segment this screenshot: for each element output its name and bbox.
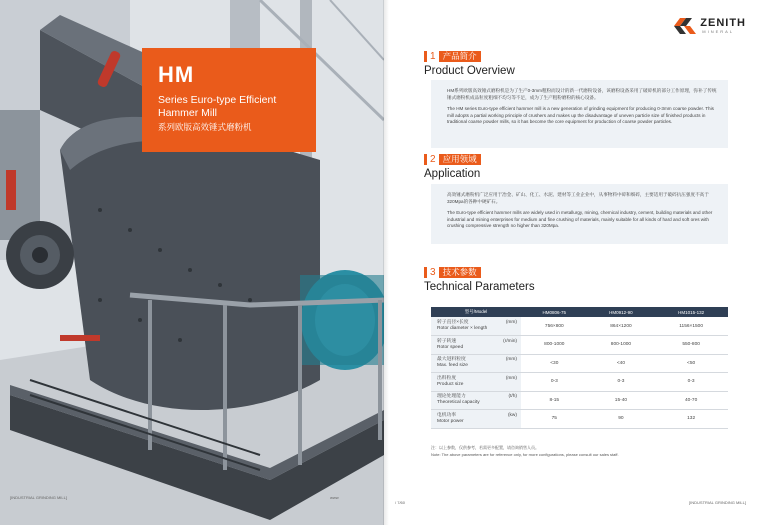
table-note [431, 444, 731, 458]
table-cell: 0-3 [654, 373, 728, 392]
row-unit: (mm) [505, 320, 517, 325]
table-row [431, 317, 728, 336]
table-row-label [431, 354, 521, 373]
section-title-cn: 技术参数 [439, 267, 481, 278]
row-label-cn: 电机功率 [437, 412, 457, 418]
section-number: 2 [430, 153, 436, 165]
section-number: 1 [430, 50, 436, 62]
table-row-label [431, 336, 521, 355]
row-unit: (t/h) [508, 394, 517, 400]
hero-banner [142, 48, 316, 152]
right-page [389, 0, 768, 525]
row-label-en: Rotor diameter × length [437, 326, 488, 331]
table-cell: <40 [588, 354, 655, 373]
row-label-cn: 转子直径×长度 [437, 320, 469, 325]
table-cell: 550-800 [654, 336, 728, 355]
hero-subtitle-line1: Series Euro-type Efficient [158, 94, 277, 106]
logo-name: ZENITH [700, 17, 746, 29]
application-text-cn: 高效锤式磨粉机广泛应用于冶金、矿山、化工、水泥、建材等工业企业中，从事物料中碎和细碎，主要适用于破碎抗压强度不高于320Mpa的各种中硬矿石。 [447, 192, 709, 204]
section-title-cn: 产品简介 [439, 51, 481, 62]
table-row [431, 354, 728, 373]
hero-title: HM [158, 62, 195, 87]
section-title-en: Technical Parameters [424, 281, 535, 293]
table-header-cell: 型号/Model [431, 307, 521, 317]
table-cell: 90 [588, 410, 655, 429]
table-cell: <50 [654, 354, 728, 373]
table-header-cell: HM0912-90 [588, 307, 655, 317]
section-overview-heading [424, 50, 515, 77]
table-cell: 800-1000 [588, 336, 655, 355]
section-number: 3 [430, 266, 436, 278]
table-row-label [431, 410, 521, 429]
row-unit: (kw) [507, 412, 517, 418]
section-marker [424, 51, 427, 62]
zenith-logo-icon [674, 18, 696, 34]
row-label-cn: 理论处理能力 [437, 394, 466, 400]
table-row-label [431, 373, 521, 392]
note-cn: 注：以上参数，仅供参考，若需更多配置，请咨询销售人员。 [431, 445, 539, 450]
table-cell: <30 [521, 354, 588, 373]
table-cell: 75 [521, 410, 588, 429]
section-title-en: Product Overview [424, 65, 515, 77]
spec-table [431, 307, 728, 429]
section-application-heading [424, 153, 481, 180]
row-label-en: Max. feed size [437, 363, 468, 369]
table-cell: 0-3 [521, 373, 588, 392]
table-header-cell: HM0806-75 [521, 307, 588, 317]
right-footer-text: [INDUSTRIAL GRINDING MILL] [689, 500, 746, 505]
row-label-en: Theoretical capacity [437, 400, 480, 406]
overview-panel [431, 80, 728, 148]
table-cell: 864×1200 [588, 317, 655, 336]
overview-text-cn: HM系列欧版高效锤式磨粉机是为了生产0-3mm粗粉而设计的新一代磨粉设备，该磨粉设备采用了破碎机的部分工作原理，弥补了传统锤式磨粉机成品粒度粗细不均匀等不足，成为了生产粗粉磨粉的核心设备。 [447, 88, 717, 100]
table-cell: 0-3 [588, 373, 655, 392]
table-row-label [431, 317, 521, 336]
row-unit: (mm) [505, 375, 517, 381]
table-header-cell: HM1015-132 [654, 307, 728, 317]
table-cell: 1156×1500 [654, 317, 728, 336]
section-marker [424, 154, 427, 165]
application-panel [431, 184, 728, 244]
hero-subtitle-line2: Hammer Mill [158, 107, 217, 119]
table-row-label [431, 391, 521, 410]
table-row [431, 373, 728, 392]
right-footer-page: / 7/60 [395, 500, 406, 505]
table-cell: 756×800 [521, 317, 588, 336]
table-header-row [431, 307, 728, 317]
overview-text-en: The HM series Euro-type efficient hammer mill is a new generation of grinding equipment for producing 0-3mm coarse powder. This mill adopts a partial working principle of crushers and makes up the disadvantage of uneven particle size of finished products in traditional coarse powder mills, so it has become the core equipment for production of coarse powder particles. [447, 106, 714, 125]
left-footer [0, 495, 384, 505]
table-cell: 132 [654, 410, 728, 429]
row-label-cn: 最大进料粒度 [437, 357, 466, 363]
row-label-en: Product size [437, 381, 464, 387]
hero-subtitle-cn: 系列欧版高效锤式磨粉机 [158, 122, 252, 132]
application-text-en: The Euro-type efficient hammer mills are widely used in metallurgy, mining, chemical industry, cement, building materials and other industrial and mining enterprises for medium and fine crushing of materials, mainly suitable for all kinds of hard and soft ores with crushing compressive strength no higher than 320Mpa. [447, 210, 713, 229]
row-unit: (mm) [505, 357, 517, 363]
row-label-en: Rotor speed [437, 344, 464, 350]
row-label-cn: 出料粒度 [437, 375, 457, 381]
row-label-en: Motor power [437, 418, 464, 424]
section-title-en: Application [424, 168, 481, 180]
table-row [431, 336, 728, 355]
left-footer-page: www [330, 495, 339, 500]
note-en: Note: The above parameters are for reference only, for more configurations, please consult our sales staff. [431, 452, 619, 457]
logo-sub: MINERAL [702, 29, 735, 34]
section-parameters-heading [424, 266, 535, 293]
table-cell: 40-70 [654, 391, 728, 410]
row-unit: (r/min) [503, 338, 517, 344]
left-footer-text: [INDUSTRIAL GRINDING MILL] [10, 495, 67, 500]
table-row [431, 391, 728, 410]
section-marker [424, 267, 427, 278]
table-row [431, 410, 728, 429]
table-cell: 15-40 [588, 391, 655, 410]
row-label-cn: 转子转速 [437, 338, 457, 344]
table-cell: 8-15 [521, 391, 588, 410]
zenith-logo [674, 18, 746, 34]
table-cell: 800-1000 [521, 336, 588, 355]
section-title-cn: 应用领域 [439, 154, 481, 165]
